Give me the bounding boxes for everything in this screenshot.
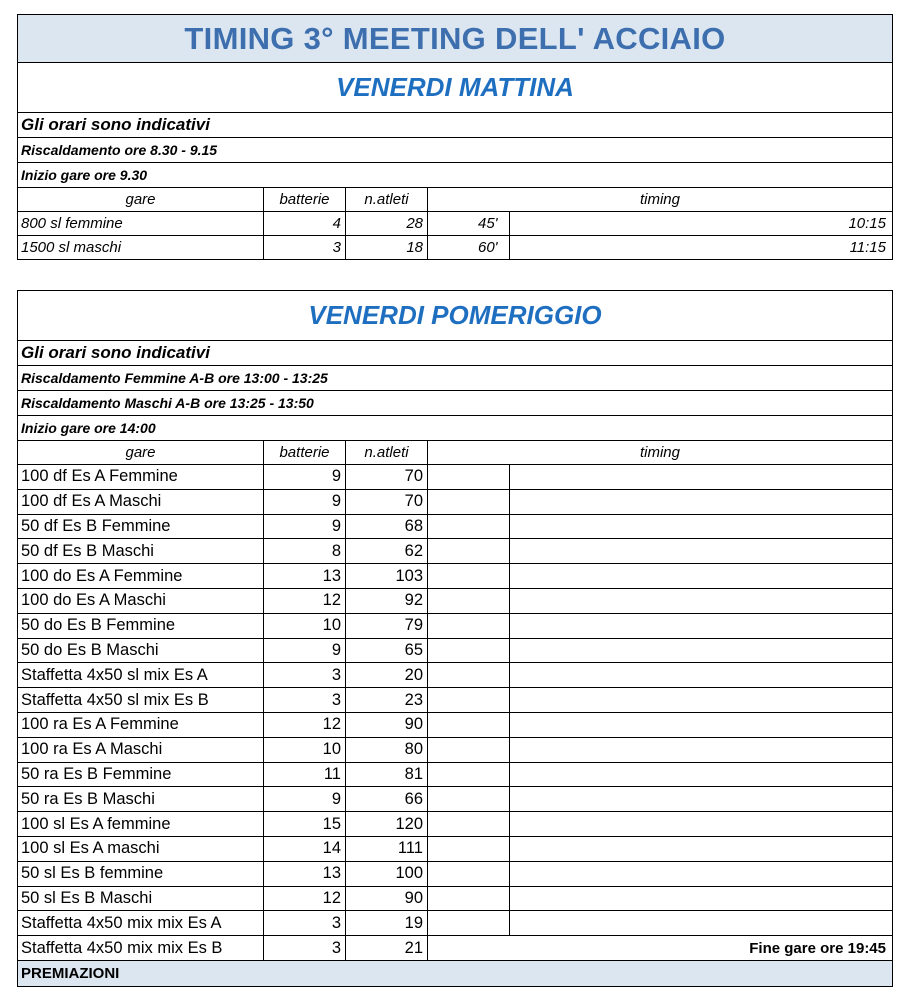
morning-warmup: Riscaldamento ore 8.30 - 9.15 (18, 138, 892, 163)
cell-atleti: 66 (346, 787, 428, 811)
cell-durata (428, 614, 510, 638)
afternoon-warmup-female: Riscaldamento Femmine A-B ore 13:00 - 13:25 (18, 366, 892, 391)
header-gare: gare (18, 441, 264, 464)
cell-atleti: 81 (346, 763, 428, 787)
cell-gara: 50 df Es B Maschi (18, 539, 264, 563)
cell-ora: 11:15 (849, 239, 886, 256)
cell-atleti: 65 (346, 639, 428, 663)
cell-durata (428, 490, 510, 514)
cell-ora (510, 763, 892, 787)
cell-gara: 1500 sl maschi (18, 236, 264, 259)
cell-atleti: 23 (346, 688, 428, 712)
cell-atleti: 79 (346, 614, 428, 638)
cell-gara: 100 ra Es A Femmine (18, 713, 264, 737)
table-row (18, 862, 892, 887)
afternoon-table (17, 290, 893, 987)
table-row (18, 812, 892, 837)
table-row (18, 837, 892, 862)
cell-ora (510, 515, 892, 539)
cell-gara: 50 do Es B Maschi (18, 639, 264, 663)
cell-batterie: 3 (264, 936, 346, 960)
cell-batterie: 3 (264, 688, 346, 712)
cell-atleti: 120 (346, 812, 428, 836)
cell-durata (428, 465, 510, 489)
table-row (18, 688, 892, 713)
table-row (18, 589, 892, 614)
cell-batterie: 9 (264, 515, 346, 539)
cell-durata (428, 688, 510, 712)
cell-atleti: 21 (346, 936, 428, 960)
cell-batterie: 3 (264, 911, 346, 935)
cell-gara: 50 sl Es B femmine (18, 862, 264, 886)
cell-ora (510, 738, 892, 762)
cell-batterie: 3 (264, 236, 346, 259)
afternoon-note: Gli orari sono indicativi (18, 341, 892, 366)
table-row (18, 713, 892, 738)
cell-gara: 100 df Es A Maschi (18, 490, 264, 514)
morning-note: Gli orari sono indicativi (18, 113, 892, 138)
cell-gara: 50 ra Es B Femmine (18, 763, 264, 787)
cell-gara: 50 sl Es B Maschi (18, 887, 264, 911)
header-atleti: n.atleti (346, 188, 428, 211)
cell-batterie: 9 (264, 787, 346, 811)
cell-durata (428, 515, 510, 539)
cell-ora (510, 862, 892, 886)
table-row (18, 564, 892, 589)
cell-ora (510, 564, 892, 588)
cell-ora (510, 614, 892, 638)
cell-atleti: 70 (346, 465, 428, 489)
cell-batterie: 13 (264, 862, 346, 886)
cell-ora (510, 639, 892, 663)
cell-atleti: 90 (346, 713, 428, 737)
header-timing: timing (639, 191, 680, 208)
cell-durata (428, 589, 510, 613)
cell-atleti: 111 (346, 837, 428, 861)
cell-ora (510, 812, 892, 836)
cell-durata (428, 837, 510, 861)
cell-ora (510, 713, 892, 737)
cell-durata (428, 763, 510, 787)
cell-batterie: 13 (264, 564, 346, 588)
cell-timing-note: Fine gare ore 19:45 (749, 939, 886, 957)
morning-table (17, 14, 893, 260)
cell-atleti: 28 (346, 212, 428, 235)
table-row (18, 212, 892, 236)
cell-durata: 60' (428, 236, 510, 259)
morning-start: Inizio gare ore 9.30 (18, 163, 892, 188)
cell-atleti: 62 (346, 539, 428, 563)
table-row (18, 639, 892, 664)
cell-batterie: 14 (264, 837, 346, 861)
cell-durata (428, 738, 510, 762)
cell-durata: 45' (428, 212, 510, 235)
cell-batterie: 12 (264, 589, 346, 613)
cell-durata (428, 787, 510, 811)
header-gare: gare (18, 188, 264, 211)
cell-gara: 100 sl Es A maschi (18, 837, 264, 861)
table-row (18, 663, 892, 688)
cell-batterie: 8 (264, 539, 346, 563)
cell-durata (428, 564, 510, 588)
cell-gara: Staffetta 4x50 mix mix Es A (18, 911, 264, 935)
cell-ora (510, 663, 892, 687)
cell-ora (510, 837, 892, 861)
cell-batterie: 4 (264, 212, 346, 235)
table-row (18, 738, 892, 763)
cell-atleti: 100 (346, 862, 428, 886)
afternoon-heading: VENERDI POMERIGGIO (18, 291, 892, 341)
page-title: TIMING 3° MEETING DELL' ACCIAIO (18, 15, 892, 63)
cell-gara: Staffetta 4x50 sl mix Es A (18, 663, 264, 687)
cell-batterie: 12 (264, 887, 346, 911)
cell-batterie: 9 (264, 490, 346, 514)
cell-ora (510, 465, 892, 489)
cell-atleti: 68 (346, 515, 428, 539)
table-row (18, 614, 892, 639)
afternoon-start: Inizio gare ore 14:00 (18, 416, 892, 441)
cell-batterie: 10 (264, 738, 346, 762)
cell-durata (428, 539, 510, 563)
table-row (18, 490, 892, 515)
cell-batterie: 3 (264, 663, 346, 687)
cell-batterie: 10 (264, 614, 346, 638)
cell-batterie: 9 (264, 465, 346, 489)
header-timing: timing (639, 444, 680, 461)
cell-gara: 50 df Es B Femmine (18, 515, 264, 539)
cell-ora (510, 787, 892, 811)
afternoon-warmup-male: Riscaldamento Maschi A-B ore 13:25 - 13:50 (18, 391, 892, 416)
table-row (18, 515, 892, 540)
cell-gara: 100 ra Es A Maschi (18, 738, 264, 762)
table-row (18, 887, 892, 912)
cell-durata (428, 862, 510, 886)
cell-gara: 50 ra Es B Maschi (18, 787, 264, 811)
cell-gara: 100 df Es A Femmine (18, 465, 264, 489)
cell-durata (428, 887, 510, 911)
cell-ora (510, 589, 892, 613)
cell-gara: 800 sl femmine (18, 212, 264, 235)
cell-batterie: 12 (264, 713, 346, 737)
table-row (18, 787, 892, 812)
cell-ora (510, 887, 892, 911)
table-row (18, 911, 892, 936)
cell-gara: 100 sl Es A femmine (18, 812, 264, 836)
cell-durata (428, 713, 510, 737)
cell-gara: Staffetta 4x50 sl mix Es B (18, 688, 264, 712)
cell-ora (510, 539, 892, 563)
table-row (18, 465, 892, 490)
cell-durata (428, 639, 510, 663)
header-batterie: batterie (264, 188, 346, 211)
table-row (18, 763, 892, 788)
afternoon-rows (18, 465, 892, 961)
cell-atleti: 80 (346, 738, 428, 762)
morning-header-row (18, 188, 892, 212)
cell-atleti: 19 (346, 911, 428, 935)
cell-gara: 100 do Es A Femmine (18, 564, 264, 588)
cell-atleti: 18 (346, 236, 428, 259)
morning-rows (18, 212, 892, 259)
cell-ora (510, 911, 892, 935)
cell-ora (510, 688, 892, 712)
premiazioni-row: PREMIAZIONI (18, 961, 892, 986)
morning-heading: VENERDI MATTINA (18, 63, 892, 113)
cell-gara: 50 do Es B Femmine (18, 614, 264, 638)
cell-atleti: 103 (346, 564, 428, 588)
cell-atleti: 70 (346, 490, 428, 514)
cell-atleti: 20 (346, 663, 428, 687)
cell-atleti: 90 (346, 887, 428, 911)
cell-gara: 100 do Es A Maschi (18, 589, 264, 613)
table-row (18, 236, 892, 259)
cell-ora: 10:15 (848, 215, 886, 232)
table-row (18, 539, 892, 564)
cell-ora (510, 490, 892, 514)
cell-durata (428, 812, 510, 836)
afternoon-header-row (18, 441, 892, 465)
cell-batterie: 9 (264, 639, 346, 663)
header-batterie: batterie (264, 441, 346, 464)
cell-batterie: 11 (264, 763, 346, 787)
cell-gara: Staffetta 4x50 mix mix Es B (18, 936, 264, 960)
cell-durata (428, 911, 510, 935)
table-row (18, 936, 892, 961)
cell-atleti: 92 (346, 589, 428, 613)
cell-batterie: 15 (264, 812, 346, 836)
header-atleti: n.atleti (346, 441, 428, 464)
cell-durata (428, 663, 510, 687)
